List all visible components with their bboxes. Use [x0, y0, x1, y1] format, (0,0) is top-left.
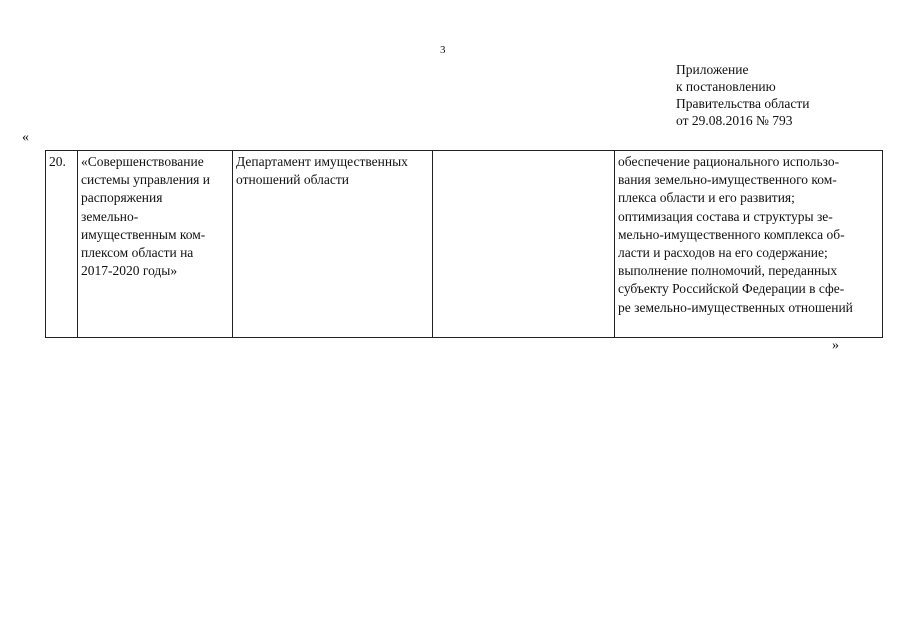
goal-line: выполнение полномочий, переданных [618, 263, 838, 279]
goal-line: мельно-имущественного комплекса об- [618, 226, 845, 242]
goal-line: ласти и расходов на его содержание; [618, 245, 828, 261]
program-name-line: имущественным ком- [81, 226, 206, 242]
row-number: 20. [49, 154, 66, 169]
program-name-line: системы управления и [81, 172, 210, 188]
program-name-line: 2017-2020 годы» [81, 263, 178, 279]
department-line: Департамент имущественных [236, 154, 408, 169]
row-number-cell [46, 151, 78, 338]
department-line: отношений области [236, 172, 350, 188]
department-cell [233, 151, 433, 338]
goal-line: плекса области и его развития; [618, 190, 795, 206]
table-row [46, 151, 883, 338]
goal-line: оптимизация состава и структуры зе- [618, 208, 833, 224]
goal-line: обеспечение рационального использо- [618, 154, 840, 169]
appendix-line: Приложение [676, 62, 749, 77]
program-name-line: плексом области на [81, 245, 194, 261]
program-table [45, 150, 883, 338]
goal-line: вания земельно-имущественного ком- [618, 172, 837, 188]
goals-cell [615, 151, 883, 338]
page-number: 3 [440, 44, 446, 56]
program-name-line: земельно- [81, 208, 139, 224]
appendix-header [676, 61, 809, 129]
closing-quote-mark: » [832, 338, 839, 353]
opening-quote-mark: « [22, 130, 29, 145]
program-name-line: распоряжения [81, 190, 163, 206]
program-name-line: «Совершенствование [81, 154, 204, 169]
goal-line: субъекту Российской Федерации в сфе- [618, 281, 845, 297]
appendix-line: к постановлению [676, 79, 776, 94]
program-name-cell [78, 151, 233, 338]
appendix-line: от 29.08.2016 № 793 [676, 113, 793, 128]
appendix-line: Правительства области [676, 96, 810, 111]
empty-cell [433, 151, 615, 338]
goal-line: ре земельно-имущественных отношений [618, 299, 853, 315]
